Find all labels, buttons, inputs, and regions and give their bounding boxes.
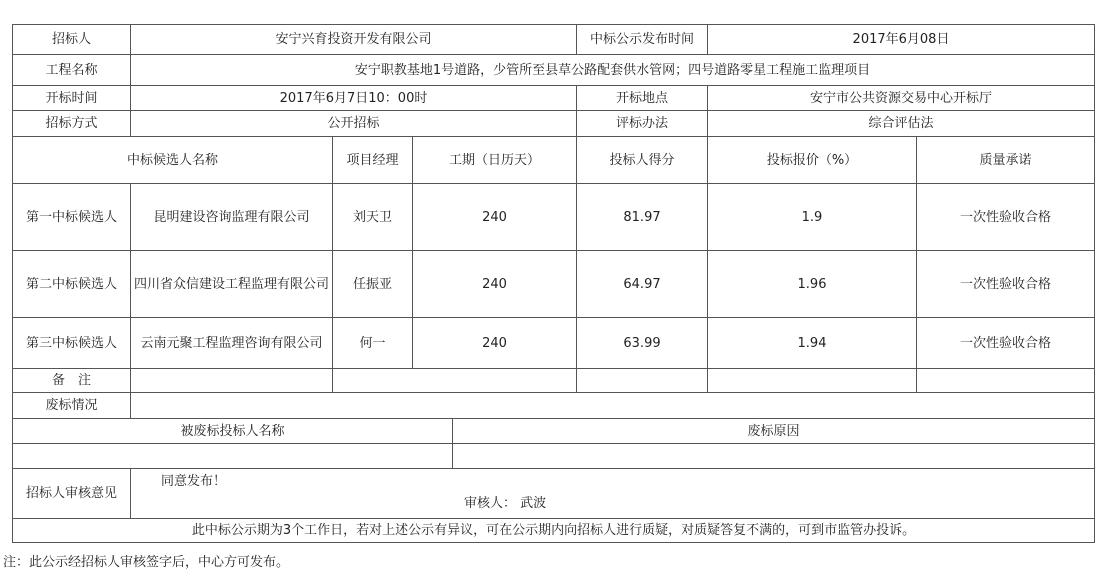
candidate-quality: 一次性验收合格 [917,251,1095,318]
project-value: 安宁职教基地1号道路，少管所至县草公路配套供水管网；四号道路零星工程施工监理项目 [131,55,1095,86]
method-label: 招标方式 [13,111,131,137]
col-header-period: 工期（日历天） [413,137,577,184]
candidate-quality: 一次性验收合格 [917,184,1095,251]
remarks-cell [131,369,333,393]
candidate-company: 云南元聚工程监理咨询有限公司 [131,318,333,369]
candidate-score: 81.97 [577,184,708,251]
remarks-label: 备 注 [13,369,131,393]
invalid-col-name: 被废标投标人名称 [13,419,453,444]
bid-result-table [12,24,1095,543]
col-header-score: 投标人得分 [577,137,708,184]
notice-row [13,519,1095,543]
remarks-cell [333,369,577,393]
candidate-period: 240 [413,318,577,369]
tenderer-label: 招标人 [13,25,131,55]
method-value: 公开招标 [131,111,577,137]
reviewer-name: 审核人： 武波 [464,496,547,511]
candidate-manager: 刘天卫 [333,184,413,251]
invalid-data-row [13,444,1095,469]
tenderer-value: 安宁兴育投资开发有限公司 [131,25,577,55]
candidate-company: 四川省众信建设工程监理有限公司 [131,251,333,318]
candidate-period: 240 [413,184,577,251]
footnote: 注：此公示经招标人审核签字后，中心方可发布。 [3,555,290,570]
remarks-row [13,369,1095,393]
candidate-price: 1.9 [708,184,917,251]
candidate-row [13,251,1095,318]
method-row [13,111,1095,137]
candidate-score: 63.99 [577,318,708,369]
invalid-col-reason: 废标原因 [453,419,1095,444]
candidate-manager: 任振亚 [333,251,413,318]
tenderer-row [13,25,1095,55]
review-opinion: 同意发布！ [161,474,227,489]
candidate-score: 64.97 [577,251,708,318]
candidate-row [13,318,1095,369]
opening-place-label: 开标地点 [577,86,708,111]
col-header-price: 投标报价（%） [708,137,917,184]
remarks-cell [577,369,708,393]
publish-time-label: 中标公示发布时间 [577,25,708,55]
review-content [131,469,1095,519]
candidate-quality: 一次性验收合格 [917,318,1095,369]
publicity-notice: 此中标公示期为3个工作日，若对上述公示有异议，可在公示期内向招标人进行质疑，对质疑答复不满的，可到市监管办投诉。 [13,519,1095,543]
candidate-manager: 何一 [333,318,413,369]
project-row [13,55,1095,86]
remarks-cell [708,369,917,393]
candidates-header-row [13,137,1095,184]
opening-place-value: 安宁市公共资源交易中心开标厅 [708,86,1095,111]
col-header-quality: 质量承诺 [917,137,1095,184]
invalid-value [131,393,1095,419]
invalid-reason-cell [453,444,1095,469]
opening-time-label: 开标时间 [13,86,131,111]
invalid-label: 废标情况 [13,393,131,419]
review-row [13,469,1095,519]
candidate-row [13,184,1095,251]
col-header-manager: 项目经理 [333,137,413,184]
opening-row [13,86,1095,111]
col-header-name: 中标候选人名称 [13,137,333,184]
candidate-rank: 第三中标候选人 [13,318,131,369]
candidate-rank: 第二中标候选人 [13,251,131,318]
opening-time-value: 2017年6月7日10：00时 [131,86,577,111]
invalid-name-cell [13,444,453,469]
eval-value: 综合评估法 [708,111,1095,137]
candidate-price: 1.96 [708,251,917,318]
invalid-header-row [13,419,1095,444]
candidate-period: 240 [413,251,577,318]
candidate-price: 1.94 [708,318,917,369]
eval-label: 评标办法 [577,111,708,137]
invalid-row [13,393,1095,419]
candidate-rank: 第一中标候选人 [13,184,131,251]
publish-time-value: 2017年6月08日 [708,25,1095,55]
remarks-cell [917,369,1095,393]
candidate-company: 昆明建设咨询监理有限公司 [131,184,333,251]
project-label: 工程名称 [13,55,131,86]
review-label: 招标人审核意见 [13,469,131,519]
